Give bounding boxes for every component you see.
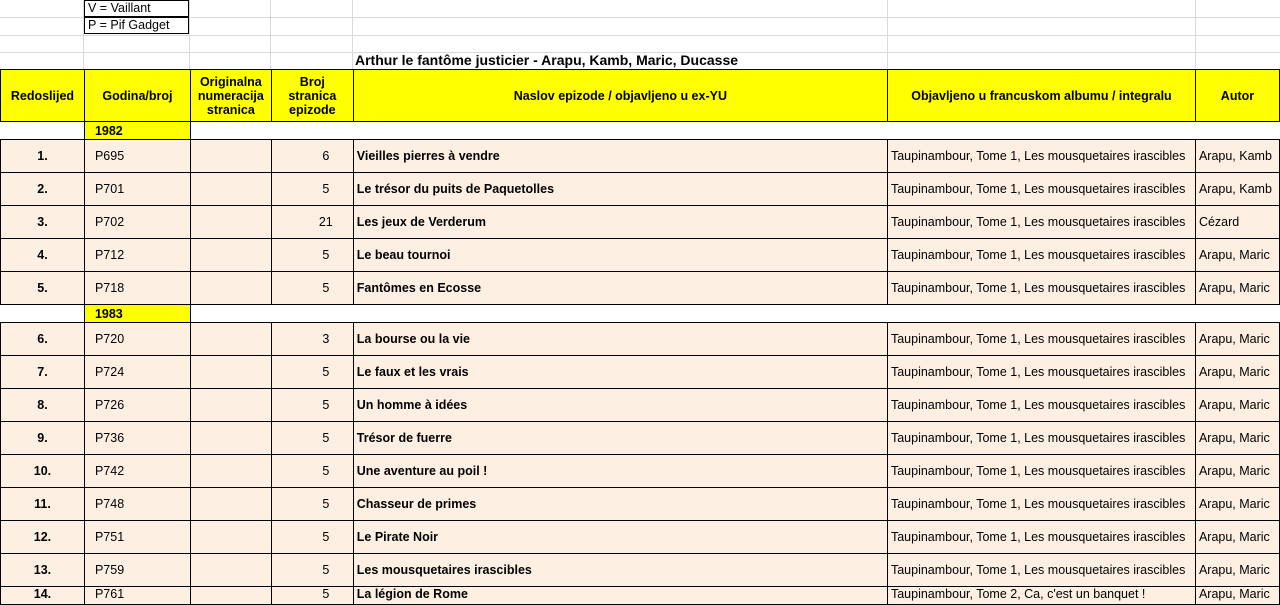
empty-cell[interactable] [190,305,271,323]
header-order[interactable]: Redoslijed [1,70,85,122]
order-cell[interactable]: 3. [1,206,85,239]
episode-title-cell[interactable]: Le beau tournoi [353,239,887,272]
album-cell[interactable]: Taupinambour, Tome 1, Les mousquetaires irascibles [887,389,1195,422]
pages-cell[interactable]: 5 [271,356,353,389]
issue-cell[interactable]: P702 [84,206,190,239]
album-cell[interactable]: Taupinambour, Tome 1, Les mousquetaires irascibles [887,206,1195,239]
year-row [1,305,1280,323]
episode-title-cell[interactable]: Les mousquetaires irascibles [353,554,887,587]
year-cell[interactable]: 1983 [84,305,190,323]
episode-title-cell[interactable]: Chasseur de primes [353,488,887,521]
album-cell[interactable]: Taupinambour, Tome 1, Les mousquetaires irascibles [887,521,1195,554]
order-cell[interactable]: 4. [1,239,85,272]
header-pages[interactable]: Broj stranica epizode [271,70,353,122]
empty-cell[interactable] [271,122,353,140]
pages-cell[interactable]: 5 [271,173,353,206]
table-row [1,356,1280,389]
issue-cell[interactable]: P724 [84,356,190,389]
orig-numbering-cell[interactable] [190,356,271,389]
header-year[interactable]: Godina/broj [84,70,190,122]
pages-cell[interactable]: 5 [271,389,353,422]
orig-numbering-cell[interactable] [190,140,271,173]
episode-title-cell[interactable]: Le trésor du puits de Paquetolles [353,173,887,206]
album-cell[interactable]: Taupinambour, Tome 1, Les mousquetaires irascibles [887,323,1195,356]
order-cell[interactable]: 13. [1,554,85,587]
issue-cell[interactable]: P701 [84,173,190,206]
pages-cell[interactable]: 5 [271,587,353,605]
album-cell[interactable]: Taupinambour, Tome 1, Les mousquetaires irascibles [887,488,1195,521]
pages-cell[interactable]: 5 [271,488,353,521]
empty-cell[interactable] [271,305,353,323]
order-cell[interactable]: 2. [1,173,85,206]
empty-cell[interactable] [353,122,887,140]
album-cell[interactable]: Taupinambour, Tome 1, Les mousquetaires irascibles [887,356,1195,389]
header-author[interactable]: Autor [1195,70,1279,122]
order-cell[interactable]: 11. [1,488,85,521]
album-cell[interactable]: Taupinambour, Tome 1, Les mousquetaires irascibles [887,239,1195,272]
header-album[interactable]: Objavljeno u francuskom albumu / integralu [887,70,1195,122]
table-row [1,239,1280,272]
empty-cell[interactable] [1195,122,1279,140]
album-cell[interactable]: Taupinambour, Tome 1, Les mousquetaires irascibles [887,173,1195,206]
orig-numbering-cell[interactable] [190,422,271,455]
album-cell[interactable]: Taupinambour, Tome 2, Ca, c'est un banquet ! [887,587,1195,605]
episode-title-cell[interactable]: La légion de Rome [353,587,887,605]
table-row [1,422,1280,455]
issue-cell[interactable]: P718 [84,272,190,305]
order-cell[interactable]: 9. [1,422,85,455]
table-row [1,389,1280,422]
issue-cell[interactable]: P761 [84,587,190,605]
album-cell[interactable]: Taupinambour, Tome 1, Les mousquetaires irascibles [887,422,1195,455]
empty-cell[interactable] [887,122,1195,140]
author-cell[interactable]: Arapu, Maric [1195,389,1279,422]
empty-cell[interactable] [190,122,271,140]
episode-title-cell[interactable]: Une aventure au poil ! [353,455,887,488]
episode-title-cell[interactable]: Vieilles pierres à vendre [353,140,887,173]
table-row [1,140,1280,173]
empty-cell[interactable] [887,305,1195,323]
pages-cell[interactable]: 5 [271,272,353,305]
episode-title-cell[interactable]: Fantômes en Ecosse [353,272,887,305]
pages-cell[interactable]: 5 [271,554,353,587]
pages-cell[interactable]: 5 [271,521,353,554]
table-row [1,587,1280,605]
orig-numbering-cell[interactable] [190,587,271,605]
empty-cell[interactable] [1195,305,1279,323]
orig-numbering-cell[interactable] [190,173,271,206]
episode-title-cell[interactable]: Les jeux de Verderum [353,206,887,239]
empty-cell[interactable] [1,305,85,323]
pages-cell[interactable]: 6 [271,140,353,173]
year-cell[interactable]: 1982 [84,122,190,140]
issue-cell[interactable]: P726 [84,389,190,422]
header-orig[interactable]: Originalna numeracija stranica [190,70,271,122]
header-episode[interactable]: Naslov epizode / objavljeno u ex-YU [353,70,887,122]
table-row [1,206,1280,239]
author-cell[interactable]: Arapu, Maric [1195,272,1279,305]
orig-numbering-cell[interactable] [190,521,271,554]
episode-title-cell[interactable]: Le Pirate Noir [353,521,887,554]
album-cell[interactable]: Taupinambour, Tome 1, Les mousquetaires irascibles [887,554,1195,587]
table-row [1,554,1280,587]
pages-cell[interactable]: 5 [271,422,353,455]
author-cell[interactable]: Arapu, Kamb [1195,173,1279,206]
issue-cell[interactable]: P742 [84,455,190,488]
order-cell[interactable]: 6. [1,323,85,356]
grid-line [0,17,1280,18]
year-row [1,122,1280,140]
episode-title-cell[interactable]: La bourse ou la vie [353,323,887,356]
order-cell[interactable]: 7. [1,356,85,389]
author-cell[interactable]: Cézard [1195,206,1279,239]
empty-cell[interactable] [1,122,85,140]
orig-numbering-cell[interactable] [190,239,271,272]
grid-line [0,35,1280,36]
orig-numbering-cell[interactable] [190,389,271,422]
orig-numbering-cell[interactable] [190,272,271,305]
table-row [1,323,1280,356]
orig-numbering-cell[interactable] [190,488,271,521]
orig-numbering-cell[interactable] [190,206,271,239]
header-row [1,70,1280,122]
episode-title-cell[interactable]: Le faux et les vrais [353,356,887,389]
order-cell[interactable]: 12. [1,521,85,554]
issue-cell[interactable]: P695 [84,140,190,173]
album-cell[interactable]: Taupinambour, Tome 1, Les mousquetaires irascibles [887,272,1195,305]
author-cell[interactable]: Arapu, Maric [1195,488,1279,521]
order-cell[interactable]: 14. [1,587,85,605]
pages-cell[interactable]: 21 [271,206,353,239]
episode-title-cell[interactable]: Un homme à idées [353,389,887,422]
table-row [1,173,1280,206]
issue-cell[interactable]: P712 [84,239,190,272]
table-row [1,272,1280,305]
author-cell[interactable]: Arapu, Kamb [1195,140,1279,173]
pages-cell[interactable]: 3 [271,323,353,356]
empty-cell[interactable] [353,305,887,323]
table-row [1,488,1280,521]
orig-numbering-cell[interactable] [190,323,271,356]
issue-cell[interactable]: P751 [84,521,190,554]
album-cell[interactable]: Taupinambour, Tome 1, Les mousquetaires irascibles [887,455,1195,488]
author-cell[interactable]: Arapu, Maric [1195,422,1279,455]
album-cell[interactable]: Taupinambour, Tome 1, Les mousquetaires irascibles [887,140,1195,173]
issue-cell[interactable]: P736 [84,422,190,455]
legend-pif-gadget[interactable]: P = Pif Gadget [84,17,189,34]
legend-vaillant[interactable]: V = Vaillant [84,0,189,17]
orig-numbering-cell[interactable] [190,554,271,587]
table-row [1,521,1280,554]
author-cell[interactable]: Arapu, Maric [1195,521,1279,554]
author-cell[interactable]: Arapu, Maric [1195,587,1279,605]
order-cell[interactable]: 10. [1,455,85,488]
orig-numbering-cell[interactable] [190,455,271,488]
pages-cell[interactable]: 5 [271,239,353,272]
episode-table [0,69,1280,605]
author-cell[interactable]: Arapu, Maric [1195,455,1279,488]
author-cell[interactable]: Arapu, Maric [1195,239,1279,272]
issue-cell[interactable]: P748 [84,488,190,521]
issue-cell[interactable]: P720 [84,323,190,356]
author-cell[interactable]: Arapu, Maric [1195,323,1279,356]
table-row [1,455,1280,488]
order-cell[interactable]: 1. [1,140,85,173]
pages-cell[interactable]: 5 [271,455,353,488]
author-cell[interactable]: Arapu, Maric [1195,356,1279,389]
order-cell[interactable]: 5. [1,272,85,305]
order-cell[interactable]: 8. [1,389,85,422]
author-cell[interactable]: Arapu, Maric [1195,554,1279,587]
episode-title-cell[interactable]: Trésor de fuerre [353,422,887,455]
sheet-title[interactable]: Arthur le fantôme justicier - Arapu, Kamb, Maric, Ducasse [355,52,739,68]
issue-cell[interactable]: P759 [84,554,190,587]
